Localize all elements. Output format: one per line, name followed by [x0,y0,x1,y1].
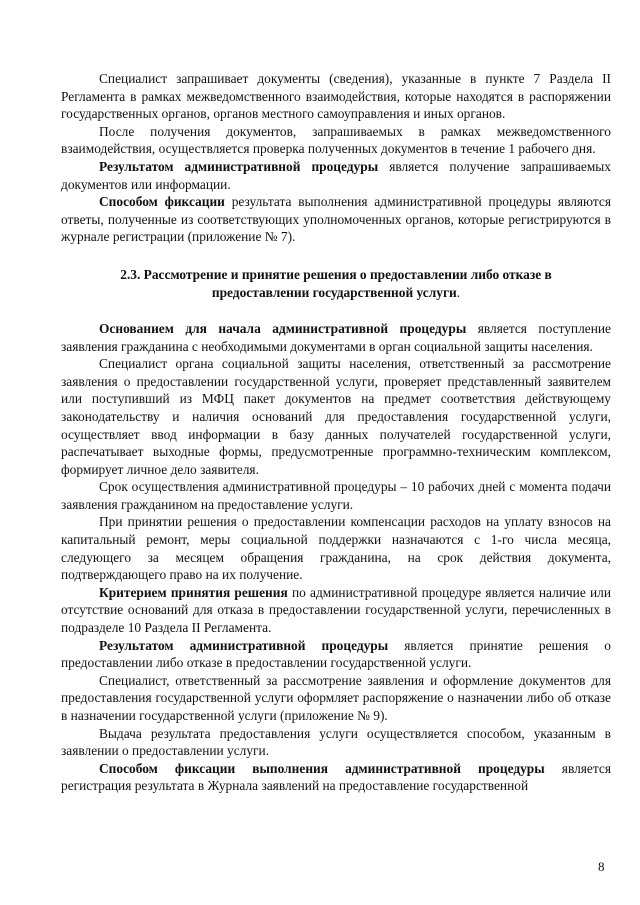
document-body [61,70,611,795]
paragraph-text: является регистрация результата в Журнала заявлений на предоставление государственной [61,760,611,794]
paragraph-bold-lead: Результатом административной процедуры [99,637,389,653]
paragraph-group-1 [61,70,611,246]
paragraph [61,637,611,672]
paragraph-bold-lead: Способом фиксации [99,194,225,210]
paragraph [61,193,611,246]
paragraph [61,123,611,158]
section-heading [61,266,611,302]
paragraph-text: Специалист органа социальной защиты населения, ответственный за рассмотрение заявления о предоставлении государственной услуги, проверяет представленный заявителем или поступивший из МФЦ пакет документов на предмет соответствия действующему законодательству и наличия оснований для предоставления государственной услуги, осуществляет ввод информации в базу данных получателей государственной услуги, распечатывает выходные формы, предусмотренные программно-техническим комплексом, формирует личное дело заявителя. [61,356,611,477]
paragraph-text: результата выполнения административной процедуры являются ответы, полученные из соответствующих уполномоченных органов, которые регистрируются в журнале регистрации (приложение № 7). [61,194,612,245]
paragraph-text: является поступление заявления гражданина с необходимыми документами в орган социальной защиты населения. [61,320,611,354]
paragraph [61,320,611,355]
paragraph-text: Срок осуществления административной процедуры – 10 рабочих дней с момента подачи заявления гражданином на предоставление услуги. [61,479,611,512]
paragraph [61,70,611,123]
paragraph-group-2 [61,320,611,795]
paragraph [61,478,611,513]
section-heading-dot: . [456,284,461,300]
paragraph [61,760,611,795]
paragraph-bold-lead: Способом фиксации выполнения административной процедуры [99,760,545,776]
paragraph [61,513,611,583]
paragraph [61,672,611,725]
paragraph-bold-lead: Результатом административной процедуры [99,158,379,174]
section-heading-line-2 [61,284,611,302]
paragraph-text: После получения документов, запрашиваемых в рамках межведомственного взаимодействия, осуществляется проверка полученных документов в течение 1 рабочего дня. [61,123,611,157]
section-heading-title: предоставлении государственной услуги [211,284,457,300]
paragraph-text: является принятие решения о предоставлении либо отказе в предоставлении государственной услуги. [61,637,611,671]
paragraph-text: Выдача результата предоставления услуги осуществляется способом, указанным в заявлении о предоставлении услуги. [61,725,611,759]
page-number: 8 [598,859,605,874]
paragraph-text: по административной процедуре является наличие или отсутствие оснований для отказа в предоставлении государственной услуги, перечисленных в подразделе 10 Раздела II Регламента. [61,584,611,636]
paragraph-text: Специалист запрашивает документы (сведения), указанные в пункте 7 Раздела II Регламента в рамках межведомственного взаимодействия, которые находятся в распоряжении государственных органов, органов местного самоуправления и иных органов. [61,71,611,122]
paragraph [61,355,611,478]
section-heading-line-1: 2.3. Рассмотрение и принятие решения о предоставлении либо отказе в [120,266,552,282]
paragraph-bold-lead: Основанием для начала административной процедуры [99,320,467,336]
paragraph-bold-lead: Критерием принятия решения [99,584,288,600]
paragraph [61,158,611,193]
paragraph [61,584,611,637]
paragraph-text: При принятии решения о предоставлении компенсации расходов на уплату взносов на капитальный ремонт, меры социальной поддержки назначаются с 1-го числа месяца, следующего за месяцем обращения гражданина, на срок действия документа, подтверждающего право на их получение. [61,514,611,583]
paragraph [61,725,611,760]
paragraph-text: является получение запрашиваемых документов или информации. [61,158,611,192]
paragraph-text: Специалист, ответственный за рассмотрение заявления и оформление документов для предоставления государственной услуги оформляет распоряжение о назначении либо об отказе в назначении государственной услуги (приложение № 9). [61,672,611,723]
